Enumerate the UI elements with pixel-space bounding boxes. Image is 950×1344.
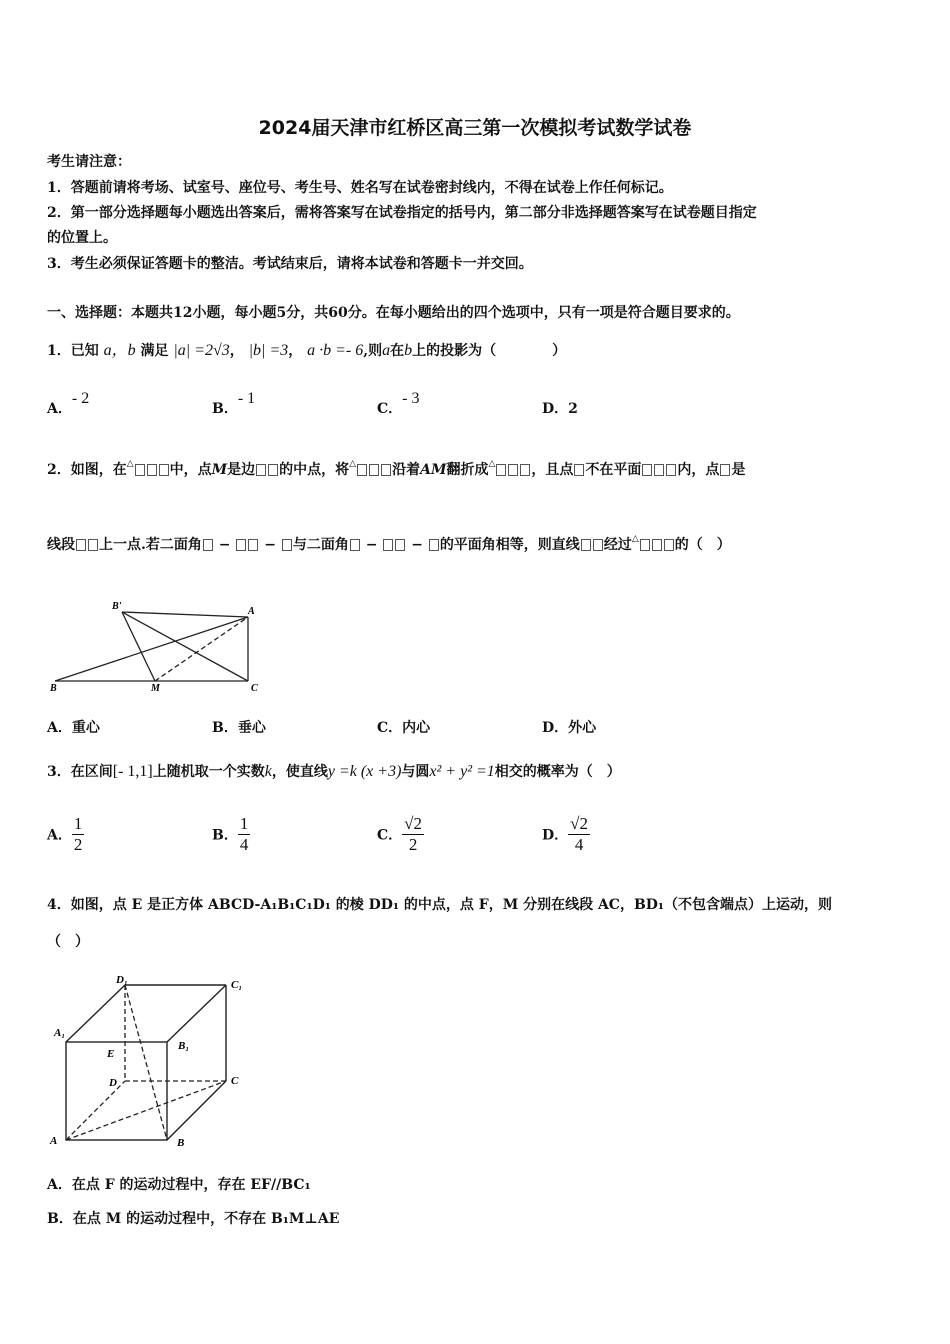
fig1-label: B' bbox=[112, 601, 122, 612]
q1-cond-b: |b| =3 bbox=[248, 342, 289, 359]
notice-item-2: 2．第一部分选择题每小题选出答案后，需将答案写在试卷指定的括号内，第二部分非选择题答案写在试卷题目指定 bbox=[47, 205, 757, 221]
q3-option-a: A． $\frac{1}{2}$ bbox=[47, 814, 83, 854]
q1-cond-a: |a| =2√3 bbox=[173, 342, 230, 359]
q3-circle-eq: x² + y² =1 bbox=[429, 763, 495, 780]
q1-vars: a，b bbox=[103, 342, 136, 359]
q1-cond-dot: a ·b =- 6 bbox=[307, 342, 364, 359]
cube-label: B₁ bbox=[178, 1040, 190, 1052]
page-title: 2024届天津市红桥区高三第一次模拟考试数学试卷 bbox=[258, 117, 692, 139]
q4-option-a: A．在点 F 的运动过程中，存在 EF//BC₁ bbox=[47, 1177, 311, 1193]
fig1-label: M bbox=[151, 683, 160, 694]
fig1-label: C bbox=[251, 683, 258, 694]
q1-text: 上的投影为（ ） bbox=[412, 343, 567, 359]
q4-option-b: B．在点 M 的运动过程中，不存在 B₁M⊥AE bbox=[47, 1211, 340, 1227]
cube-label: D bbox=[109, 1077, 117, 1089]
q2-option-d: D．外心 bbox=[542, 720, 597, 736]
cube-label: E bbox=[107, 1048, 115, 1060]
notice-item-3: 3．考生必须保证答题卡的整洁。考试结束后，请将本试卷和答题卡一并交回。 bbox=[47, 256, 533, 272]
notice-item-2-cont: 的位置上。 bbox=[47, 230, 117, 246]
q3-option-c: C． $\frac{√2}{2}$ bbox=[377, 814, 422, 854]
q1-text: 满足 bbox=[140, 343, 169, 359]
q1-var-a: a bbox=[382, 342, 391, 359]
q2-option-c: C．内心 bbox=[377, 720, 431, 736]
q1-option-b: B．- 1 bbox=[212, 390, 256, 417]
q2-option-b: B．垂心 bbox=[212, 720, 266, 736]
fig1-label: B bbox=[50, 683, 57, 694]
q1-num: 1．已知 bbox=[47, 343, 99, 359]
figure-cube bbox=[40, 965, 270, 1155]
question-4-line-2: （ ） bbox=[47, 934, 89, 950]
q2-option-a: A．重心 bbox=[47, 720, 100, 736]
section-heading: 一、选择题：本题共12小题，每小题5分，共60分。在每小题给出的四个选项中，只有一项是符合题目要求的。 bbox=[47, 305, 740, 321]
q1-text: ,则 bbox=[363, 343, 383, 359]
q3-option-d: D． $\frac{√2}{4}$ bbox=[542, 814, 588, 854]
fig1-label: A bbox=[248, 606, 255, 617]
question-3: 3．在区间[- 1,1]上随机取一个实数k，使直线y =k (x +3)与圆x² + y² =1相交的概率为（ ） bbox=[47, 763, 621, 780]
cube-label: A₁ bbox=[54, 1027, 66, 1039]
q3-interval: [- 1,1] bbox=[112, 763, 153, 780]
cube-label: D₁ bbox=[116, 974, 128, 986]
notice-heading: 考生请注意： bbox=[47, 154, 131, 170]
q3-line-eq: y =k (x +3) bbox=[327, 763, 402, 780]
cube-label: C bbox=[231, 1075, 239, 1087]
question-2-line-2: 线段 上一点.若二面角 − − 与二面角 − − 的平面角相等，则直线 经过△ 的（ ） bbox=[47, 534, 731, 553]
cube-label: B bbox=[177, 1137, 185, 1149]
q3-option-b: B． $\frac{1}{4}$ bbox=[212, 814, 249, 854]
q1-text: 在 bbox=[390, 343, 405, 359]
notice-item-1: 1．答题前请将考场、试室号、座位号、考生号、姓名写在试卷密封线内，不得在试卷上作任何标记。 bbox=[47, 180, 673, 196]
q1-option-c: C．- 3 bbox=[377, 390, 420, 417]
q1-option-a: A．- 2 bbox=[47, 390, 90, 417]
question-4-line-1: 4．如图，点 E 是正方体 ABCD-A₁B₁C₁D₁ 的棱 DD₁ 的中点，点 F，M 分别在线段 AC，BD₁（不包含端点）上运动，则 bbox=[47, 897, 833, 913]
figure-triangle-fold bbox=[40, 595, 280, 695]
q1-option-d: D．2 bbox=[542, 401, 578, 417]
q1-var-b: b bbox=[404, 342, 413, 359]
cube-label: C₁ bbox=[231, 979, 243, 991]
cube-label: A bbox=[50, 1135, 58, 1147]
question-1: 1．已知 a，b 满足 |a| =2√3， |b| =3， a ·b =- 6,则a在b上的投影为（ ） bbox=[47, 342, 567, 359]
question-2-line-1: 2．如图，在△ 中，点M是边 的中点，将△ 沿着AM翻折成△ ，且点 不在平面 内，点 是 bbox=[47, 459, 746, 478]
